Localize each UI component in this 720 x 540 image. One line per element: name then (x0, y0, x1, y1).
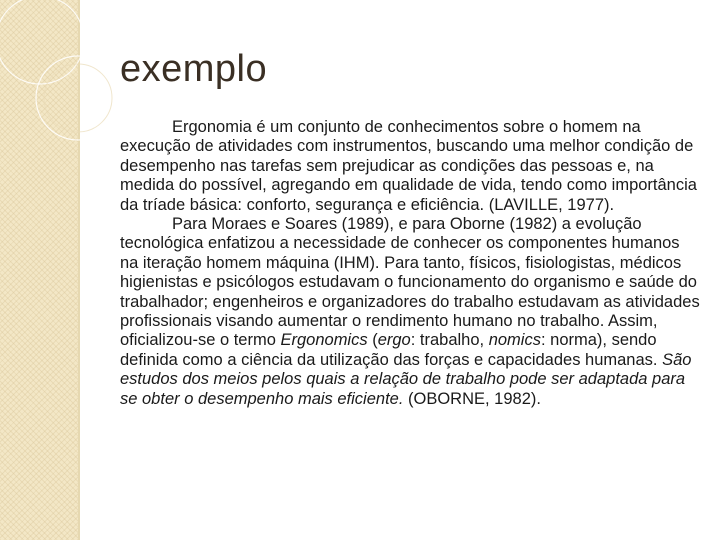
paragraph-1-text: Ergonomia é um conjunto de conhecimentos sobre o homem na execução de atividades com instrumentos, buscando uma melhor condição de desempenho nas tarefas sem prejudicar as condições das pessoas e, na medida do possível, agregando em qualidade de vida, tendo como importância da tríade básica: conforto, segurança e eficiência. (LAVILLE, 1977). (120, 118, 697, 214)
paragraph-2-text: : trabalho, (410, 331, 489, 350)
paragraph-2-text: Para Moraes e Soares (1989), e para Oborne (1982) a evolução tecnológica enfatizou a necessidade de conhecer os componentes humanos na iteração homem máquina (IHM). Para tanto, físicos, fisiologistas, médicos higienistas e psicólogos estudavam o funcionamento do organismo e saúde do trabalhador; engenheiros e organizadores do trabalho estudavam as atividades profissionais visando aumentar o rendimento humano no trabalho. Assim, oficializou-se o termo (120, 215, 700, 350)
slide-body (120, 118, 700, 409)
paragraph-2-citation: (OBORNE, 1982). (403, 389, 541, 408)
italic-sentence: São estudos dos meios pelos quais a relação de trabalho pode ser adaptada para se obter o desempenho mais eficiente. (120, 350, 692, 408)
decorative-circles (0, 0, 140, 200)
term-ergonomics: Ergonomics (280, 331, 368, 350)
paragraph-2-text: : norma), sendo definida como a ciência da utilização das forças e capacidades humanas. (120, 331, 663, 369)
term-nomics: nomics (488, 331, 541, 350)
slide-title: exemplo (120, 48, 268, 90)
paragraph-1 (120, 118, 700, 215)
paragraph-2 (120, 215, 700, 409)
term-ergo: ergo (377, 331, 411, 350)
paragraph-2-text: ( (367, 331, 378, 350)
